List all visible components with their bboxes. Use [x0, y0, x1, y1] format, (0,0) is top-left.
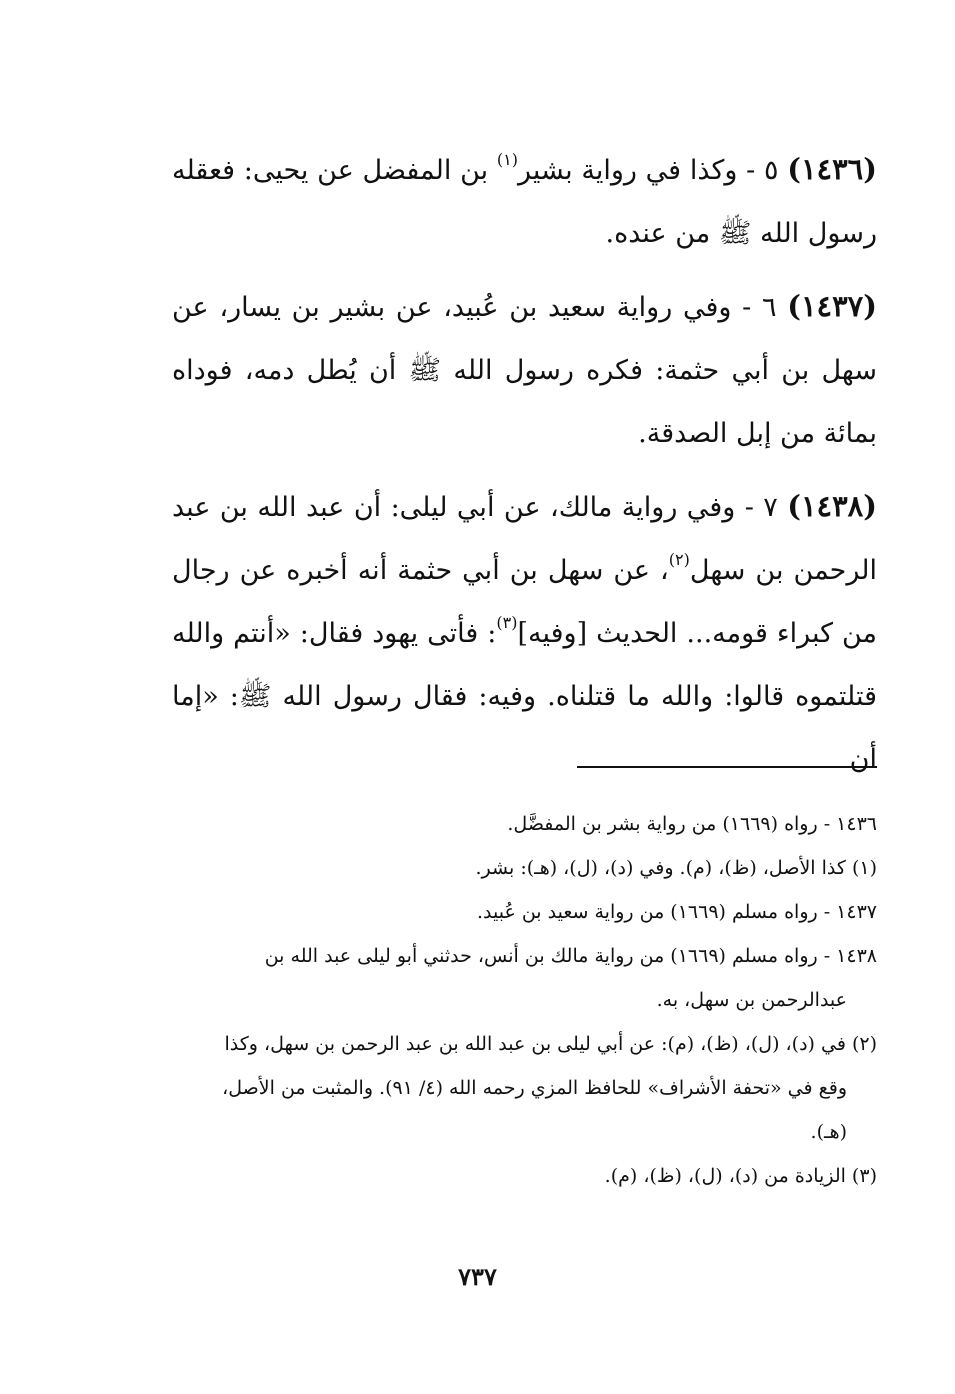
hadith-text: بن المفضل عن يحيى: فعقله رسول الله ﷺ من عنده. [172, 155, 877, 249]
page-number: ٧٣٧ [458, 1262, 497, 1291]
hadith-paragraph-1437 [172, 275, 877, 465]
footnote-line: وقع في «تحفة الأشراف» للحافظ المزي رحمه الله (٤/ ٩١). والمثبت من الأصل، [222, 1077, 847, 1099]
hadith-text: ٥ - وكذا في رواية بشير [518, 155, 788, 186]
footnote-1437: ١٤٣٧ - رواه مسلم (١٦٦٩) من رواية سعيد بن عُبيد. [476, 901, 877, 923]
footnote-divider [577, 766, 877, 768]
hadith-text: ، عن سهل بن أبي حثمة أنه أخبره عن رجال من كبراء قومه... الحديث [وفيه] [172, 555, 877, 649]
footnote-1436: ١٤٣٦ - رواه (١٦٦٩) من رواية بشر بن المفضَّل. [507, 813, 877, 835]
footnote-1: (١) كذا الأصل، (ظ)، (م). وفي (د)، (ل)، (هـ): بشر. [475, 857, 877, 879]
footnotes-section [172, 802, 877, 1198]
hadith-number: (١٤٣٨) [787, 489, 877, 523]
footnote-ref-2[interactable]: (٢) [668, 550, 690, 569]
hadith-number: (١٤٣٦) [787, 152, 877, 186]
footnote-line: (هـ). [810, 1121, 847, 1143]
footnote-1438 [172, 934, 877, 1022]
footnote-line: ١٤٣٨ - رواه مسلم (١٦٦٩) من رواية مالك بن أنس، حدثني أبو ليلى عبد الله بن [264, 945, 877, 967]
hadith-number: (١٤٣٧) [787, 289, 877, 323]
hadith-paragraph-1436 [172, 138, 877, 265]
hadith-paragraph-1438 [172, 475, 877, 791]
hadith-text: ٦ - وفي رواية سعيد بن عُبيد، عن بشير بن يسار، عن سهل بن أبي حثمة: فكره رسول الله ﷺ أن يُطل دمه، فوداه بمائة من إبل الصدقة. [172, 292, 877, 449]
footnote-ref-1[interactable]: (١) [496, 150, 519, 169]
footnote-2 [172, 1022, 877, 1154]
hadith-text: ٧ - وفي رواية مالك، عن أبي ليلى: أن عبد الله بن عبد الرحمن بن سهل [172, 492, 877, 586]
footnote-3: (٣) الزيادة من (د)، (ل)، (ظ)، (م). [604, 1165, 877, 1187]
main-text-body [172, 138, 877, 801]
footnote-ref-3[interactable]: (٣) [496, 613, 518, 632]
footnote-line: عبدالرحمن بن سهل، به. [656, 989, 847, 1011]
hadith-text: : فأتى يهود فقال: «أنتم والله قتلتموه قالوا: والله ما قتلناه. وفيه: فقال رسول الله ﷺ: «إما أن [172, 618, 877, 775]
footnote-line: (٢) في (د)، (ل)، (ظ)، (م): عن أبي ليلى بن عبد الله بن عبد الرحمن بن سهل، وكذا [224, 1033, 877, 1055]
